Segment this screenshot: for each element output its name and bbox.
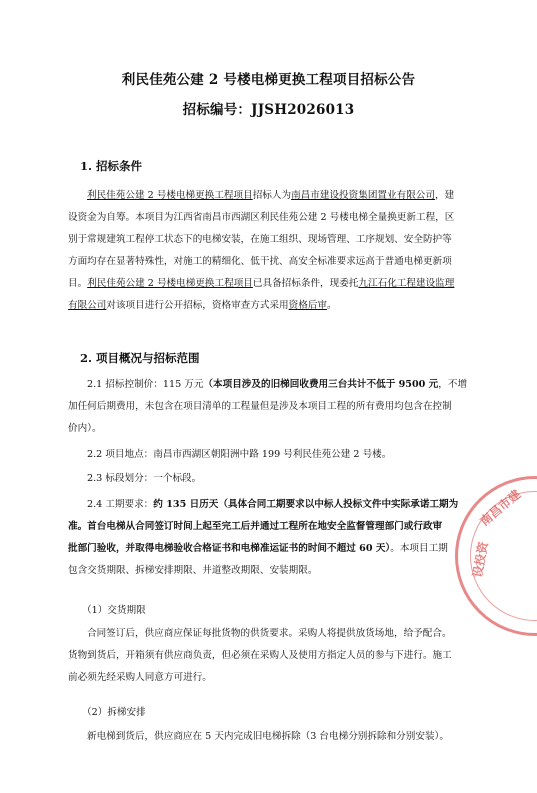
s2-1-line-1: 2.1 招标控制价：115 万元（本项目涉及的旧梯回收费用三台共计不低于 9500 元，不增 — [87, 379, 468, 390]
section-2-heading: 2. 项目概况与招标范围 — [80, 351, 200, 365]
s1-line-2: 设资金为自筹。本项目为江西省南昌市西湖区利民佳苑公建 2 号楼电梯全量换更新工程，区 — [68, 212, 455, 223]
section-2-4 — [68, 494, 459, 582]
s2-1-line-2: 加任何后期费用，未包含在项目清单的工程量但是涉及本项目工程的所有费用均包含在控制 — [68, 401, 452, 412]
section-1-heading: 1. 招标条件 — [80, 159, 143, 173]
s2-4-line-1: 2.4 工期要求：约 135 日历天（具体合同工期要求以中标人投标文件中实际承诺工期为 — [87, 499, 459, 510]
removal-line-1: 新电梯到货后，供应商应在 5 天内完成旧电梯拆除（3 台电梯分别拆除和分别安装）。 — [87, 731, 449, 742]
s1-line-4: 方面均存在显著特殊性，对施工的精细化、低干扰、高安全标准要求远高于普通电梯更新项 — [68, 256, 452, 267]
s1-line-1: 利民佳苑公建 2 号楼电梯更换工程项目招标人为南昌市建设投资集团置业有限公司，建 — [87, 190, 455, 201]
section-1-paragraph — [68, 185, 454, 317]
red-seal-stamp — [455, 476, 537, 636]
bid-number: 招标编号：JJSH2026013 — [182, 102, 355, 118]
delivery-paragraph — [68, 623, 454, 689]
s2-4-line-4: 包含交货期限、拆梯安排期限、井道整改期限、安装期限。 — [68, 565, 318, 576]
section-2-3: 2.3 标段划分：一个标段。 — [87, 473, 202, 484]
subsection-removal: （2）拆梯安排 — [82, 707, 146, 718]
s1-line-5: 目。利民佳苑公建 2 号楼电梯更换工程项目已具备招标条件，现委托九江石化工程建设监理 — [68, 278, 455, 289]
section-2-1 — [68, 374, 468, 440]
section-2-2: 2.2 项目地点：南昌市西湖区朝阳洲中路 199 号利民佳苑公建 2 号楼。 — [87, 449, 392, 460]
s2-4-line-2: 准。首台电梯从合同签订时间上起至完工后并通过工程所在地安全监督管理部门或行政审 — [68, 521, 443, 532]
s2-4-line-3: 批部门验收，并取得电梯验收合格证书和电梯准运证书的时间不超过 60 天）。本项目工期 — [68, 543, 448, 554]
document-title: 利民佳苑公建 2 号楼电梯更换工程项目招标公告 — [121, 72, 416, 88]
seal-text: 南昌市建 — [477, 487, 524, 529]
subsection-delivery: （1）交货期限 — [82, 605, 146, 616]
delivery-line-2: 货物到货后，开箱须有供应商负责，但必须在采购人及使用方指定人员的参与下进行。施工 — [68, 650, 452, 661]
delivery-line-3: 前必须先经采购人同意方可进行。 — [68, 672, 212, 683]
delivery-line-1: 合同签订后，供应商应保证每批货物的供货要求。采购人将提供放货场地，给予配合。 — [87, 628, 452, 639]
seal-text-2: 设投资 — [470, 540, 491, 579]
s1-line-3: 别于常规建筑工程停工状态下的电梯安装，在施工组织、现场管理、工序规划、安全防护等 — [68, 234, 452, 245]
s1-line-6: 有限公司对该项目进行公开招标，资格审查方式采用资格后审。 — [68, 300, 337, 311]
s2-1-line-3: 价内）。 — [68, 423, 102, 434]
